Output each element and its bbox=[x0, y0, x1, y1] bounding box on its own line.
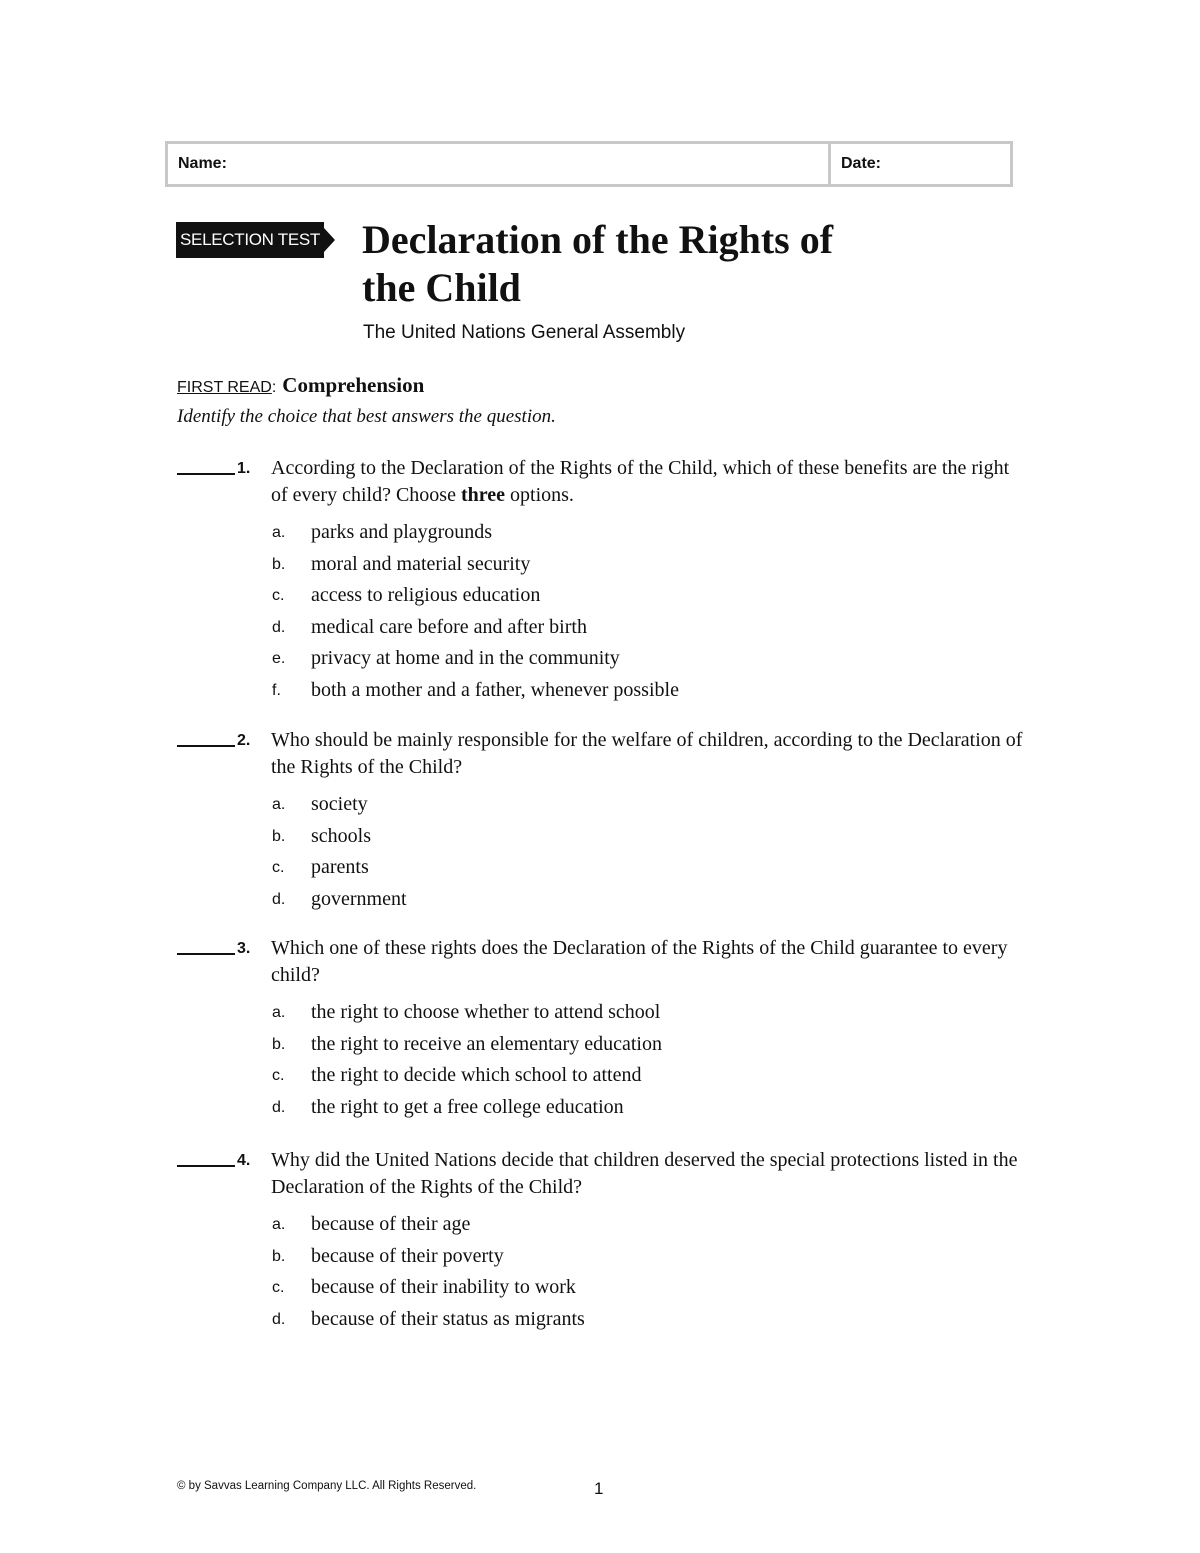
option-b[interactable]: b. moral and material security bbox=[272, 552, 531, 575]
question-text: According to the Declaration of the Rights of the Child, which of these benefits are the right of every child? Choose three options. bbox=[271, 457, 1010, 506]
question-text: Who should be mainly responsible for the welfare of children, according to the Declaration of the Rights of the Child? bbox=[271, 729, 1023, 778]
copyright-footer: © by Savvas Learning Company LLC. All Rights Reserved. bbox=[177, 1480, 477, 1492]
question-1 bbox=[177, 455, 1027, 706]
option-list bbox=[272, 789, 1027, 915]
question-text: Which one of these rights does the Declaration of the Rights of the Child guarantee to every child? bbox=[271, 937, 1008, 986]
option-list bbox=[272, 1209, 1027, 1335]
option-list bbox=[272, 997, 1027, 1123]
option-a[interactable]: a. the right to choose whether to attend school bbox=[272, 1001, 661, 1023]
question-number: 3. bbox=[237, 940, 251, 957]
page-title bbox=[362, 216, 922, 312]
option-f[interactable]: f. both a mother and a father, whenever possible bbox=[272, 678, 679, 701]
option-e[interactable]: e. privacy at home and in the community bbox=[272, 647, 620, 669]
name-date-box bbox=[165, 141, 1013, 187]
question-number: 2. bbox=[237, 732, 251, 749]
question-number: 4. bbox=[237, 1152, 251, 1169]
selection-test-tag bbox=[176, 222, 335, 258]
instructions: Identify the choice that best answers the question. bbox=[177, 406, 556, 427]
answer-blank[interactable] bbox=[177, 455, 235, 475]
question-3 bbox=[177, 935, 1027, 1123]
question-text: Why did the United Nations decide that children deserved the special protections listed in the Declaration of the Rights of the Child? bbox=[271, 1149, 1018, 1198]
selection-test-label: SELECTION TEST bbox=[176, 222, 324, 258]
option-d[interactable]: d. government bbox=[272, 887, 407, 910]
question-2 bbox=[177, 727, 1027, 915]
option-d[interactable]: d. because of their status as migrants bbox=[272, 1307, 585, 1330]
option-c[interactable]: c. because of their inability to work bbox=[272, 1276, 576, 1298]
date-field[interactable] bbox=[831, 144, 1010, 184]
question-4 bbox=[177, 1147, 1027, 1335]
tag-arrow-icon bbox=[324, 228, 335, 252]
question-number: 1. bbox=[237, 460, 251, 477]
option-d[interactable]: d. the right to get a free college education bbox=[272, 1095, 624, 1118]
section-title: Comprehension bbox=[282, 373, 425, 397]
section-colon: : bbox=[271, 379, 277, 396]
answer-blank[interactable] bbox=[177, 935, 235, 955]
option-c[interactable]: c. parents bbox=[272, 856, 369, 878]
option-a[interactable]: a. parks and playgrounds bbox=[272, 521, 493, 543]
page-number: 1 bbox=[594, 1479, 604, 1498]
option-b[interactable]: b. schools bbox=[272, 824, 371, 847]
option-a[interactable]: a. society bbox=[272, 793, 368, 815]
title-line-2: the Child bbox=[362, 265, 521, 310]
option-list bbox=[272, 517, 1027, 706]
emphasis-three: three bbox=[460, 484, 506, 506]
option-c[interactable]: c. the right to decide which school to attend bbox=[272, 1064, 642, 1086]
name-field[interactable] bbox=[168, 144, 831, 184]
author: The United Nations General Assembly bbox=[363, 322, 686, 343]
name-label: Name: bbox=[178, 155, 227, 172]
option-b[interactable]: b. the right to receive an elementary education bbox=[272, 1032, 662, 1055]
option-b[interactable]: b. because of their poverty bbox=[272, 1244, 504, 1267]
section-label: FIRST READ bbox=[177, 379, 272, 396]
option-a[interactable]: a. because of their age bbox=[272, 1213, 471, 1235]
option-d[interactable]: d. medical care before and after birth bbox=[272, 615, 587, 638]
answer-blank[interactable] bbox=[177, 727, 235, 747]
title-line-1: Declaration of the Rights of bbox=[362, 217, 834, 262]
date-label: Date: bbox=[841, 155, 882, 172]
option-c[interactable]: c. access to religious education bbox=[272, 584, 541, 606]
answer-blank[interactable] bbox=[177, 1147, 235, 1167]
section-heading bbox=[177, 373, 424, 398]
